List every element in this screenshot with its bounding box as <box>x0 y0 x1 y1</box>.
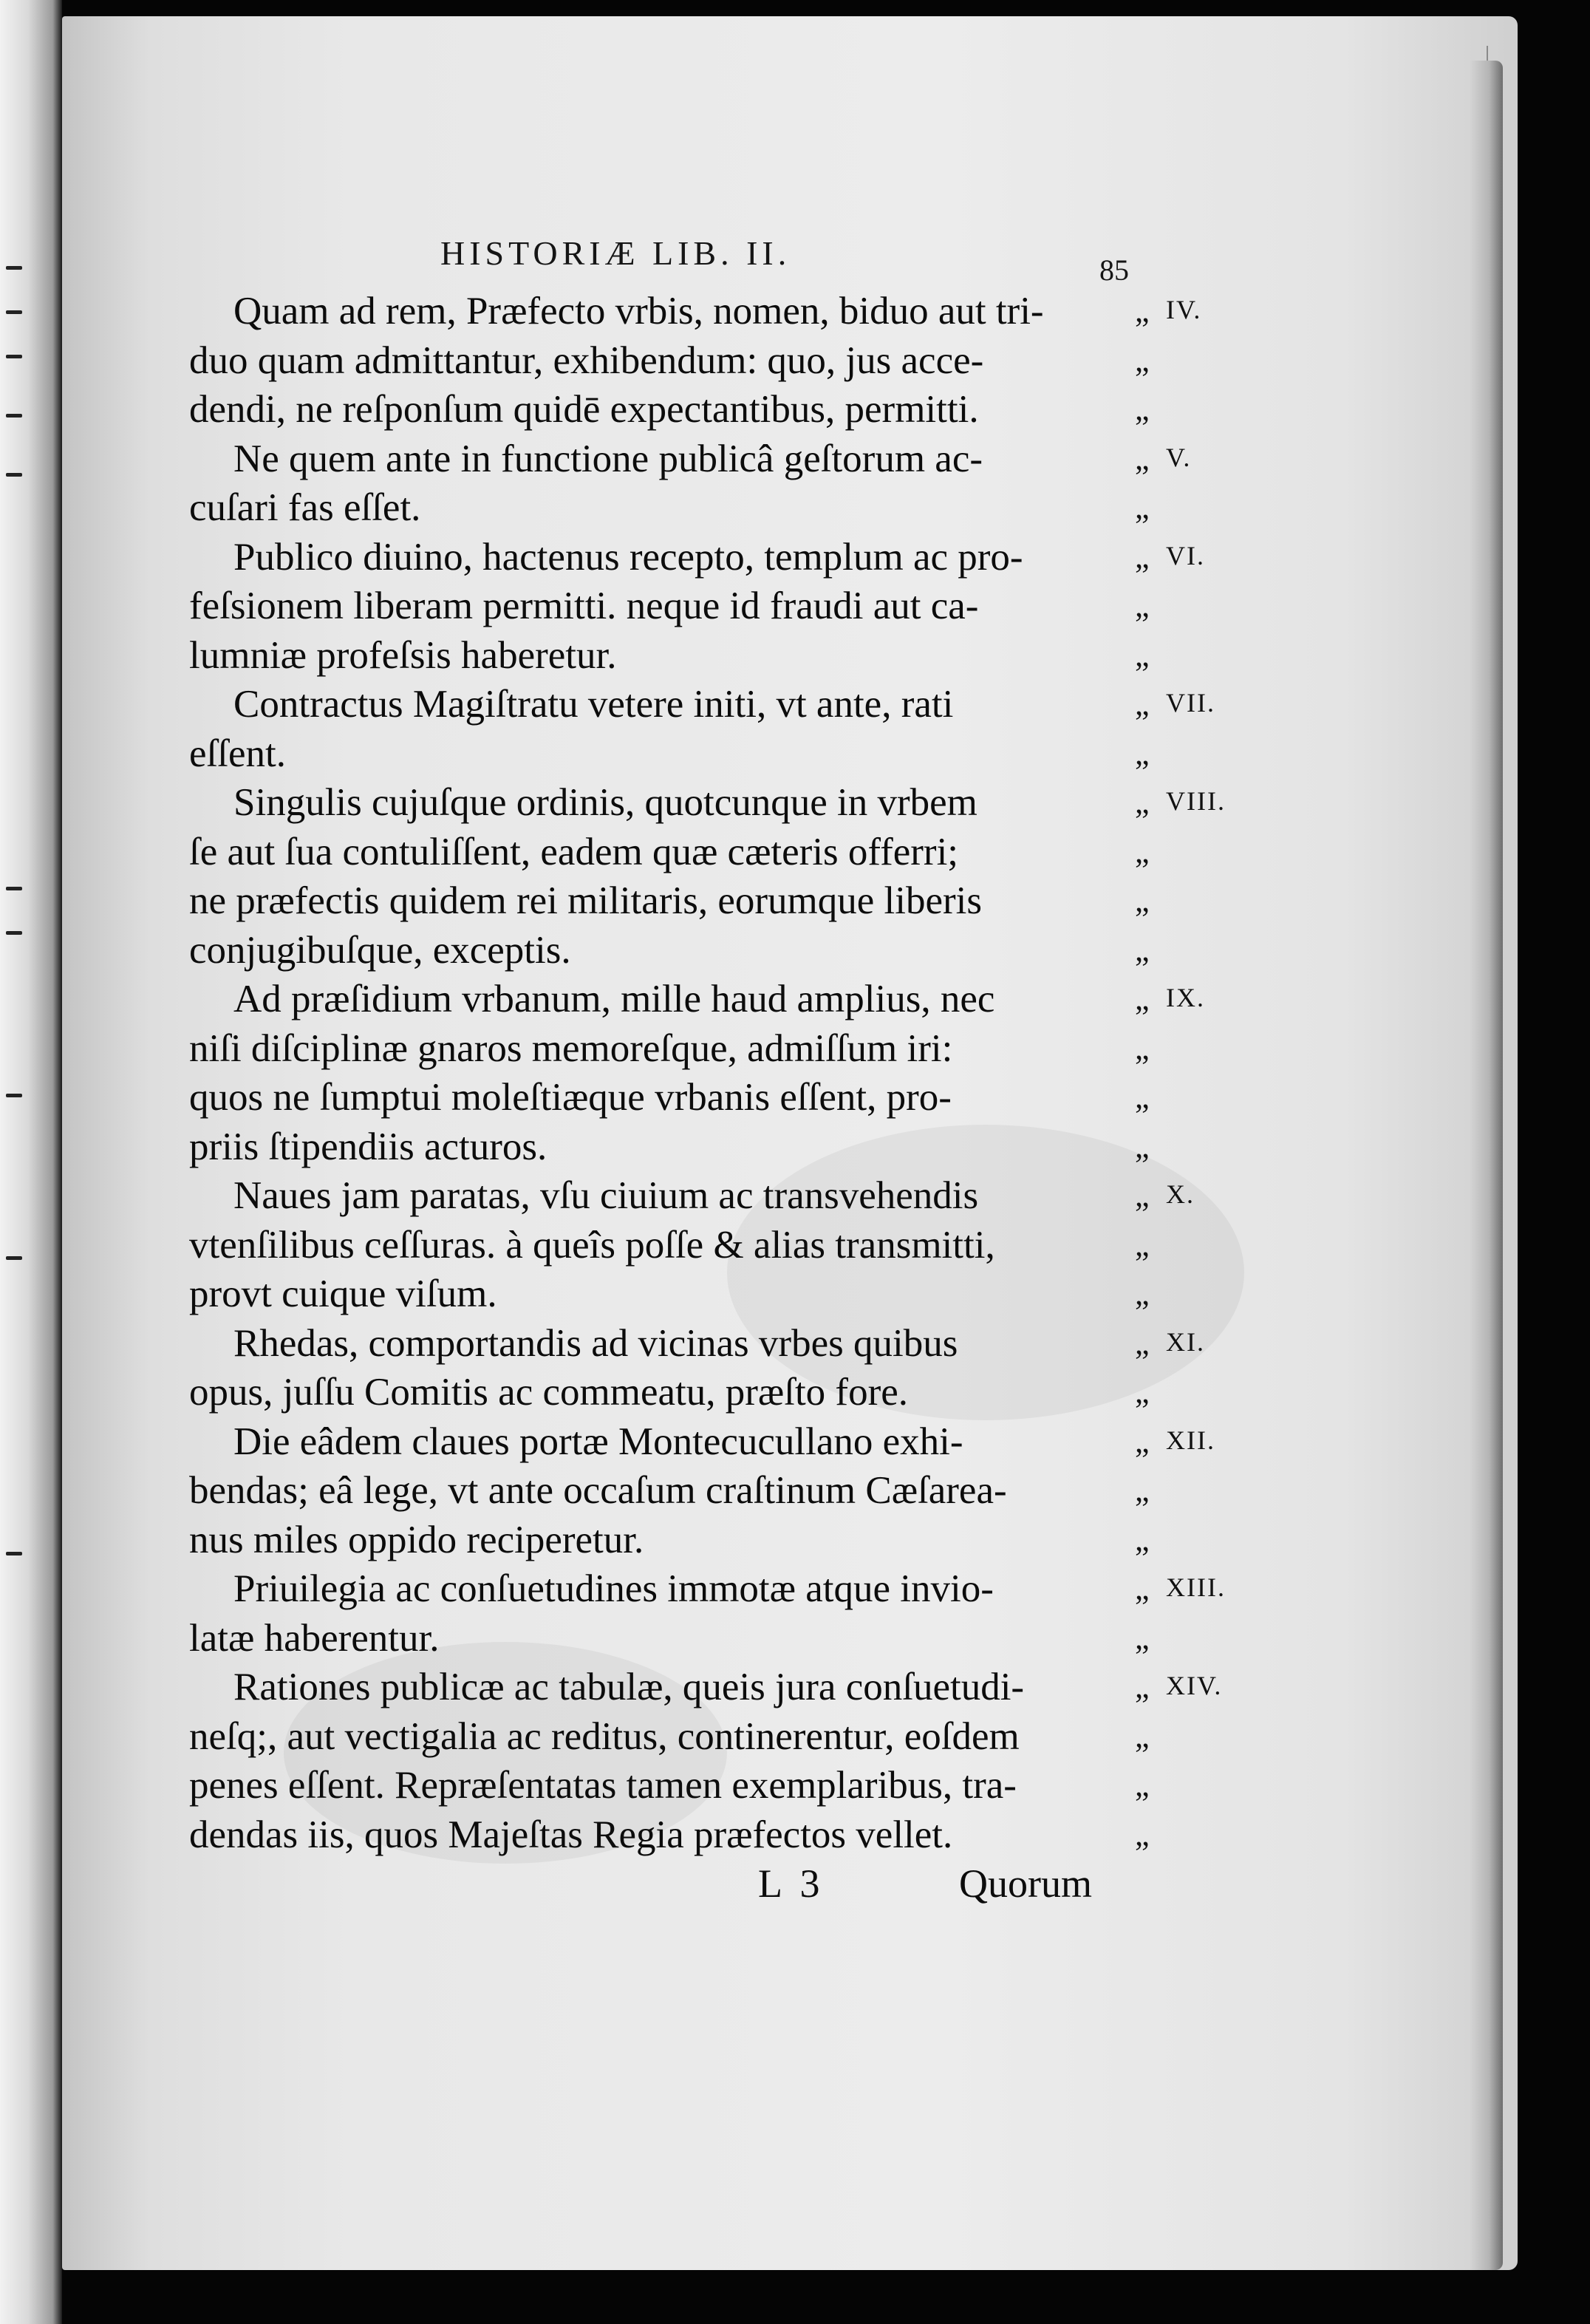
line-text: Priuilegia ac conſuetudines immotæ atque invio- <box>233 1567 994 1610</box>
line-text: Die eâdem claues portæ Montecucullano exhi- <box>233 1420 963 1463</box>
marginal-quote-mark: „ <box>1135 1669 1150 1705</box>
article-number: XIV. <box>1166 1671 1223 1700</box>
marginal-quote-mark: „ <box>1135 1619 1150 1656</box>
marginal-quote-mark: „ <box>1135 341 1150 378</box>
text-line <box>189 483 1371 533</box>
text-line <box>189 1466 1371 1516</box>
marginal-quote-mark: „ <box>1135 1128 1150 1165</box>
catchword: Quorum <box>959 1861 1092 1906</box>
line-text: Rhedas, comportandis ad vicinas vrbes quibus <box>233 1321 958 1365</box>
ink-mark <box>6 355 22 358</box>
line-text: quos ne ſumptui moleſtiæque vrbanis eſſent, pro- <box>189 1076 952 1119</box>
marginal-quote-mark: „ <box>1135 1079 1150 1115</box>
text-line <box>189 1319 1371 1369</box>
marginal-quote-mark: „ <box>1135 636 1150 673</box>
ink-mark <box>6 1094 22 1097</box>
line-text: Publico diuino, hactenus recepto, templum ac pro- <box>233 535 1023 579</box>
text-line <box>189 1761 1371 1810</box>
text-line <box>189 582 1371 631</box>
article-number: XI. <box>1166 1326 1205 1357</box>
line-text: Ne quem ante in functione publicâ geſtorum ac- <box>233 437 983 480</box>
line-text: penes eſſent. Repræſentatas tamen exemplaribus, tra- <box>189 1764 1017 1807</box>
text-line <box>189 533 1371 582</box>
page-footer <box>189 1861 1224 1912</box>
text-line <box>189 1810 1371 1860</box>
running-head: HISTORIÆ LIB. II. <box>440 234 791 272</box>
marginal-quote-mark: „ <box>1135 931 1150 968</box>
text-line <box>189 287 1371 336</box>
line-text: Contractus Magiſtratu vetere initi, vt ante, rati <box>233 683 954 726</box>
marginal-quote-mark: „ <box>1135 686 1150 722</box>
line-text: Quam ad rem, Præfecto vrbis, nomen, biduo aut tri- <box>233 290 1044 333</box>
line-text: bendas; eâ lege, vt ante occaſum craſtinum Cæſarea- <box>189 1469 1007 1512</box>
text-line <box>189 1368 1371 1417</box>
text-line <box>189 1221 1371 1270</box>
line-text: nus miles oppido reciperetur. <box>189 1518 644 1561</box>
ink-mark <box>6 887 22 890</box>
marginal-quote-mark: „ <box>1135 1472 1150 1508</box>
marginal-quote-mark: „ <box>1135 1816 1150 1853</box>
text-line <box>189 1122 1371 1172</box>
text-line <box>189 1614 1371 1663</box>
marginal-quote-mark: „ <box>1135 1226 1150 1263</box>
marginal-quote-mark: „ <box>1135 1521 1150 1558</box>
marginal-quote-mark: „ <box>1135 784 1150 820</box>
text-line <box>189 1663 1371 1712</box>
article-number: X. <box>1166 1179 1195 1209</box>
marginal-quote-mark: „ <box>1135 1029 1150 1066</box>
line-text: Singulis cujuſque ordinis, quotcunque in vrbem <box>233 781 977 824</box>
text-line <box>189 1564 1371 1614</box>
signature-mark: L 3 <box>758 1861 820 1906</box>
line-text: niſi diſciplinæ gnaros memoreſque, admiſſum iri: <box>189 1026 953 1070</box>
text-line <box>189 631 1371 681</box>
article-number: VIII. <box>1166 786 1226 816</box>
text-line <box>189 729 1371 779</box>
marginal-quote-mark: „ <box>1135 1374 1150 1410</box>
marginal-quote-mark: „ <box>1135 440 1150 477</box>
line-text: Ad præſidium vrbanum, mille haud amplius, nec <box>233 978 995 1020</box>
page-fore-edge <box>1469 61 1503 2270</box>
text-line <box>189 828 1371 877</box>
marginal-quote-mark: „ <box>1135 489 1150 525</box>
line-text: feſsionem liberam permitti. neque id fraudi aut ca- <box>189 585 979 627</box>
ink-mark <box>6 266 22 270</box>
article-number: IV. <box>1166 295 1202 324</box>
article-number: VII. <box>1166 688 1215 718</box>
line-text: ne præfectis quidem rei militaris, eorumque liberis <box>189 879 982 922</box>
ink-mark <box>6 1256 22 1260</box>
line-text: priis ſtipendiis acturos. <box>189 1125 547 1168</box>
marginal-quote-mark: „ <box>1135 587 1150 624</box>
marginal-quote-mark: „ <box>1135 1717 1150 1754</box>
marginal-quote-mark: „ <box>1135 391 1150 427</box>
line-text: opus, juſſu Comitis ac commeatu, præſto fore. <box>189 1371 908 1414</box>
text-line <box>189 680 1371 729</box>
marginal-quote-mark: „ <box>1135 1324 1150 1361</box>
line-text: eſſent. <box>189 732 286 775</box>
article-number: V. <box>1166 442 1192 472</box>
line-text: conjugibuſque, exceptis. <box>189 928 571 972</box>
left-page-edge <box>0 0 62 2324</box>
marginal-quote-mark: „ <box>1135 1422 1150 1459</box>
text-line <box>189 336 1371 386</box>
marginal-quote-mark: „ <box>1135 833 1150 870</box>
marginal-quote-mark: „ <box>1135 1767 1150 1803</box>
article-number: XIII. <box>1166 1572 1226 1602</box>
text-block <box>189 287 1371 1859</box>
text-line <box>189 975 1371 1024</box>
marginal-quote-mark: „ <box>1135 882 1150 919</box>
line-text: Rationes publicæ ac tabulæ, queis jura conſuetudi- <box>233 1666 1025 1708</box>
text-line <box>189 1024 1371 1074</box>
ink-mark <box>6 310 22 314</box>
text-line <box>189 1712 1371 1762</box>
line-text: vtenſilibus ceſſuras. à queîs poſſe & alias transmitti, <box>189 1223 995 1267</box>
article-number: VI. <box>1166 540 1205 570</box>
marginal-quote-mark: „ <box>1135 1177 1150 1213</box>
line-text: neſq;, aut vectigalia ac reditus, continerentur, eoſdem <box>189 1714 1020 1758</box>
line-text: duo quam admittantur, exhibendum: quo, jus acce- <box>189 338 984 382</box>
text-line <box>189 926 1371 975</box>
text-line <box>189 385 1371 435</box>
article-number: IX. <box>1166 983 1205 1012</box>
line-text: cuſari fas eſſet. <box>189 486 421 529</box>
line-text: Naues jam paratas, vſu ciuium ac transvehendis <box>233 1174 979 1217</box>
text-line <box>189 435 1371 484</box>
marginal-quote-mark: „ <box>1135 1275 1150 1312</box>
marginal-quote-mark: „ <box>1135 735 1150 771</box>
text-line <box>189 1073 1371 1122</box>
text-line <box>189 1270 1371 1319</box>
marginal-quote-mark: „ <box>1135 538 1150 575</box>
page-number: 85 <box>1099 253 1129 287</box>
text-line <box>189 876 1371 926</box>
text-line <box>189 1171 1371 1221</box>
line-text: dendi, ne reſponſum quidē expectantibus, permitti. <box>189 388 979 431</box>
text-line <box>189 1516 1371 1565</box>
marginal-quote-mark: „ <box>1135 293 1150 329</box>
marginal-quote-mark: „ <box>1135 981 1150 1017</box>
line-text: ſe aut ſua contuliſſent, eadem quæ cæteris offerri; <box>189 830 959 873</box>
line-text: lumniæ profeſsis haberetur. <box>189 633 617 677</box>
text-line <box>189 778 1371 828</box>
line-text: provt cuique viſum. <box>189 1272 497 1315</box>
ink-mark <box>6 1552 22 1555</box>
text-line <box>189 1417 1371 1467</box>
line-text: latæ haberentur. <box>189 1616 440 1660</box>
marginal-quote-mark: „ <box>1135 1570 1150 1606</box>
article-number: XII. <box>1166 1425 1215 1455</box>
ink-mark <box>6 473 22 477</box>
ink-mark <box>6 931 22 935</box>
ink-mark <box>6 414 22 418</box>
line-text: dendas iis, quos Majeſtas Regia præfectos vellet. <box>189 1813 953 1856</box>
